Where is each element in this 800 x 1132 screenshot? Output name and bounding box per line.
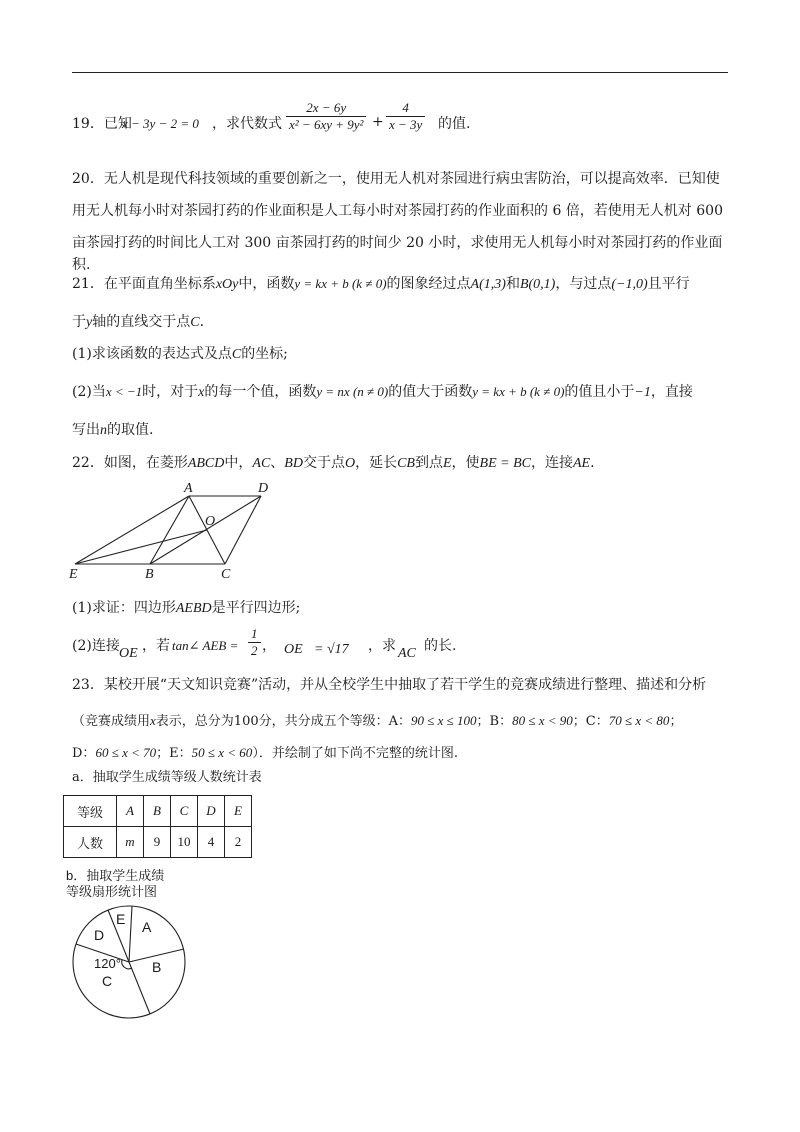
q21-point-c: C [190, 315, 200, 330]
q21-point-a: A(1,3) [470, 277, 506, 292]
q23-x: x [150, 713, 156, 728]
question-21 [72, 270, 732, 446]
grade-pie-chart [60, 902, 200, 1022]
q19-condition: x − 3y − 2 = 0 [122, 116, 199, 131]
table-cell-grade: E [225, 796, 252, 827]
q21-n: n [100, 423, 107, 438]
question-20 [72, 168, 732, 273]
q21-text: 21．在平面直角坐标系 [72, 276, 216, 292]
q22-o: O [344, 456, 356, 471]
q22-text: 的长. [424, 638, 457, 654]
q19-fraction-1 [286, 100, 366, 133]
q22-rhombus: ABCD [187, 456, 225, 471]
pie-caption-line-2: 等级扇形统计图 [66, 884, 158, 899]
table-header-count: 人数 [64, 827, 117, 858]
pie-label-b: B [152, 959, 162, 975]
table-cell-count: 9 [144, 827, 171, 858]
pie-caption [66, 868, 164, 900]
table-row [64, 796, 252, 827]
q22-fraction [248, 626, 261, 659]
table-cell-count: 2 [225, 827, 252, 858]
table-cell-grade: B [144, 796, 171, 827]
q22-text: 到点 [414, 455, 443, 471]
q21-line-2 [72, 312, 204, 333]
q21-text: 的值且小于 [564, 384, 635, 400]
pie-divider-e-a [129, 906, 132, 962]
q22-text: ，求 [368, 638, 396, 654]
q21-minus-one: −1 [634, 385, 651, 400]
q21-text: 中，函数 [238, 276, 295, 292]
pie-label-d: D [94, 927, 105, 943]
q21-condition: x < −1 [105, 384, 143, 399]
fig-label-e: E [69, 567, 78, 582]
q21-function: y = kx + b (k ≠ 0) [294, 276, 387, 291]
pie-label-a: A [142, 919, 152, 935]
grade-count-table [63, 795, 252, 858]
q22-text: 交于点 [302, 455, 345, 471]
q21-text: ，直接 [650, 384, 693, 400]
q23-line-3 [72, 743, 458, 764]
q21-text: 的每一个值，函数 [204, 384, 317, 400]
header-rule [72, 72, 728, 73]
q22-text: ，使 [451, 455, 480, 471]
table-cell-grade: D [198, 796, 225, 827]
pie-label-e: E [116, 911, 126, 927]
q20-line-1: 20．无人机是现代科技领域的重要创新之一，使用无人机对茶园进行病虫害防治，可以提高效率．已知使 [72, 171, 720, 187]
q22-part-1 [72, 598, 732, 620]
q23-text: ；C： [572, 714, 609, 729]
q21-text: (2)当 [72, 384, 106, 400]
q21-point: (−1,0) [611, 277, 648, 292]
table-cell-grade: C [171, 796, 198, 827]
q23-range-b: 80 ≤ x < 90 [512, 713, 573, 728]
q22-text: ， [262, 638, 276, 654]
q21-function-n: y = nx (n ≠ 0) [316, 384, 389, 399]
pie-label-c: C [102, 973, 113, 989]
q21-text: 的取值. [107, 422, 154, 438]
line-dc [225, 496, 261, 564]
q21-text: 的图象经过点 [386, 276, 471, 292]
q23-range-d: 60 ≤ x < 70 [95, 745, 157, 760]
q22-ac: AC [252, 456, 271, 471]
q21-text: ，与过点 [555, 276, 612, 292]
q23-text: 表示，总分为100分，共分成五个等级：A： [155, 714, 411, 729]
q23-range-e: 50 ≤ x < 60 [191, 745, 253, 760]
q20-line-2: 用无人机每小时对茶园打药的作业面积是人工每小时对茶园打药的作业面积的 6 倍，若使用无人机对 600 [72, 203, 723, 219]
q21-part-2-line-2 [72, 420, 153, 441]
q21-text: 于 [72, 314, 86, 330]
q23-range-c: 70 ≤ x < 80 [608, 713, 670, 728]
q22-frac-denominator: 2 [251, 643, 258, 658]
q22-ac: AC [398, 646, 416, 661]
q22-text: ，延长 [355, 455, 398, 471]
q22-rhombus-figure [66, 480, 286, 584]
q22-text: 中， [224, 455, 253, 471]
q22-aebd: AEBD [175, 601, 212, 616]
q19-frac2-numerator: 4 [386, 100, 425, 117]
table-cell-count: m [117, 827, 144, 858]
q19-mid: ，求代数式 [212, 116, 282, 132]
line-ea [75, 496, 189, 564]
q22-ae: AE [572, 456, 591, 471]
q21-text: 的坐标; [241, 346, 288, 362]
q22-part-2 [72, 626, 732, 662]
q21-text: 写出 [72, 422, 100, 438]
question-22 [72, 453, 732, 477]
q22-cb: CB [397, 456, 415, 471]
q23-text: D： [72, 746, 96, 761]
q22-text: 、 [270, 455, 285, 471]
table-cell-grade: A [117, 796, 144, 827]
q23-table-caption: a．抽取学生成绩等级人数统计表 [72, 770, 262, 785]
q21-point-c: C [231, 347, 242, 362]
q21-x: x [198, 385, 205, 400]
fig-label-a: A [184, 481, 193, 496]
q21-text: . [199, 314, 205, 330]
fig-label-b: B [145, 567, 154, 582]
question-19 [72, 100, 732, 146]
q22-tan: tan∠ AEB = [172, 638, 239, 653]
line-eo [75, 530, 207, 564]
q22-sqrt17: = √17 [314, 642, 349, 657]
pie-angle-label: 120° [94, 956, 121, 971]
line-ab [150, 496, 189, 564]
q19-prefix: 19．已知 [72, 116, 132, 132]
q19-suffix: 的值. [438, 116, 471, 132]
q22-bd: BD [284, 456, 303, 471]
q21-text: 轴的直线交于点 [92, 314, 191, 330]
q22-text: 是平行四边形; [211, 600, 301, 616]
q21-text: 和 [505, 276, 520, 292]
q23-range-a: 90 ≤ x ≤ 100 [411, 713, 477, 728]
q22-text: 22．如图，在菱形 [72, 455, 188, 471]
q22-oe: OE [284, 642, 303, 657]
q22-oe: OE [119, 646, 138, 661]
q21-y: y [86, 315, 93, 330]
q22-text: ，若 [142, 638, 170, 654]
fig-label-d: D [258, 481, 269, 496]
q22-be-eq-bc: BE = BC [479, 456, 531, 471]
table-row [64, 827, 252, 858]
q23-text: ；B： [476, 714, 513, 729]
q21-text: (1)求该函数的表达式及点 [72, 346, 232, 362]
q22-text: ，连接 [530, 455, 573, 471]
q22-text: (1)求证：四边形 [72, 600, 176, 616]
q19-frac1-numerator: 2x − 6y [286, 100, 366, 117]
table-cell-count: 4 [198, 827, 225, 858]
q19-frac2-denominator: x − 3y [389, 117, 423, 132]
q19-plus: + [372, 114, 384, 130]
q21-point-b: B(0,1) [519, 277, 556, 292]
q22-text: . [590, 455, 595, 471]
q21-xoy: xOy [215, 277, 239, 292]
q23-line-2 [72, 711, 682, 732]
q22-e: E [442, 456, 452, 471]
pie-caption-line-1: b．抽取学生成绩 [66, 868, 165, 883]
table-header-grade: 等级 [64, 796, 117, 827]
q23-text: ； [669, 714, 683, 729]
fig-label-o: O [205, 514, 216, 529]
q21-text: 时，对于 [142, 384, 199, 400]
q22-text: (2)连接 [72, 638, 120, 654]
q21-line-1 [72, 274, 690, 295]
q19-frac1-denominator: x² − 6xy + 9y² [289, 117, 364, 132]
q20-line-3: 亩茶园打药的时间比人工对 300 亩茶园打药的时间少 20 小时，求使用无人机每小时对茶园打药的作业面积. [72, 235, 723, 273]
q21-text: 的值大于函数 [388, 384, 473, 400]
q23-line-1: 23．某校开展“天文知识竞赛”活动，并从全校学生中抽取了若干学生的竞赛成绩进行整理、描述和分析 [72, 677, 707, 693]
q22-frac-numerator: 1 [248, 626, 261, 643]
q23-text: ）．并绘制了如下尚不完整的统计图. [252, 746, 458, 761]
q23-text: ；E： [156, 746, 192, 761]
table-cell-count: 10 [171, 827, 198, 858]
q23-text: （竞赛成绩用 [72, 714, 151, 729]
question-23 [72, 675, 732, 775]
fig-label-c: C [221, 567, 231, 582]
q21-part-1 [72, 344, 288, 365]
q21-part-2 [72, 382, 693, 403]
pie-divider-b-c [129, 962, 150, 1014]
q21-text: 且平行 [647, 276, 690, 292]
q19-fraction-2 [386, 100, 425, 133]
q21-function-k: y = kx + b (k ≠ 0) [472, 384, 565, 399]
